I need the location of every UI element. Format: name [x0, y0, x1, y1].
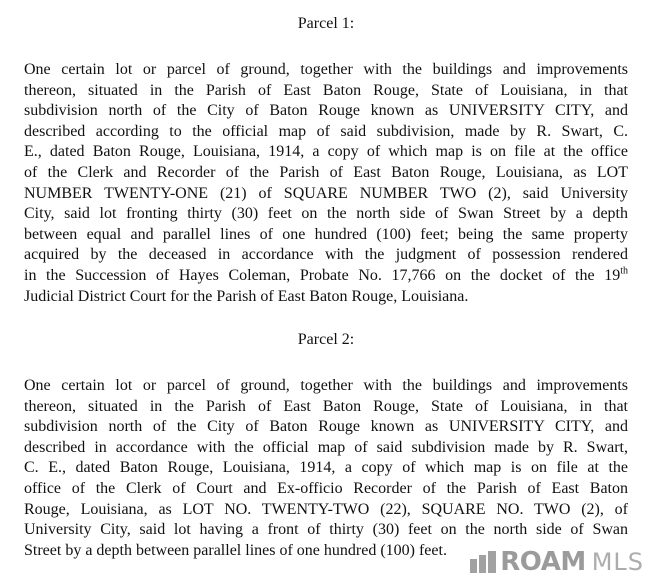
- text-line: University City, said lot having a front of thirty (30) feet on the north side of Swan: [24, 521, 628, 539]
- parcel-1-heading: Parcel 1:: [297, 15, 355, 32]
- watermark-brand: ROAM: [500, 547, 586, 577]
- text-line: described according to the official map of said subdivision, made by R. Swart, C.: [24, 122, 628, 140]
- text-line: subdivision north of the City of Baton Rouge known as UNIVERSITY CITY, and: [24, 102, 628, 120]
- text-line: subdivision north of the City of Baton Rouge known as UNIVERSITY CITY, and: [24, 418, 628, 436]
- ordinal-suffix: th: [620, 265, 628, 277]
- text-line: C. E., dated Baton Rouge, Louisiana, 1914, a copy of which map is on file at the: [24, 459, 628, 477]
- text-line: E., dated Baton Rouge, Louisiana, 1914, a copy of which map is on file at the office: [24, 143, 628, 161]
- parcel-2-description: [24, 376, 628, 561]
- text-line: thereon, situated in the Parish of East Baton Rouge, State of Louisiana, in that: [24, 397, 628, 415]
- roam-logo-icon: [470, 551, 496, 573]
- roam-mls-watermark: [470, 548, 644, 576]
- text-line: Rouge, Louisiana, as LOT NO. TWENTY-TWO (22), SQUARE NO. TWO (2), of: [24, 500, 628, 518]
- text-line-with-ordinal: [24, 266, 628, 287]
- text-line: between equal and parallel lines of one hundred (100) feet; being the same property: [24, 225, 628, 243]
- text-line: described in accordance with the official map of said subdivision made by R. Swart,: [24, 438, 628, 456]
- text-line: NUMBER TWENTY-ONE (21) of SQUARE NUMBER TWO (2), said University: [24, 184, 628, 202]
- text-line: Judicial District Court for the Parish of East Baton Rouge, Louisiana.: [24, 287, 469, 305]
- text-line-main: in the Succession of Hayes Coleman, Probate No. 17,766 on the docket of the 19: [24, 266, 621, 284]
- text-line: One certain lot or parcel of ground, together with the buildings and improvements: [24, 61, 628, 78]
- text-line: One certain lot or parcel of ground, together with the buildings and improvements: [24, 377, 628, 394]
- text-line: of the Clerk and Recorder of the Parish of East Baton Rouge, Louisiana, as LOT: [24, 163, 628, 181]
- text-line: thereon, situated in the Parish of East Baton Rouge, State of Louisiana, in that: [24, 81, 628, 99]
- text-line: Street by a depth between parallel lines of one hundred (100) feet.: [24, 541, 447, 559]
- parcel-2-heading: Parcel 2:: [297, 331, 355, 348]
- parcel-1-description: [24, 60, 628, 307]
- text-line: acquired by the deceased in accordance with the judgment of possession rendered: [24, 246, 628, 264]
- watermark-suffix: MLS: [591, 548, 644, 576]
- text-line: City, said lot fronting thirty (30) feet on the north side of Swan Street by a depth: [24, 205, 628, 223]
- text-line: office of the Clerk of Court and Ex-officio Recorder of the Parish of East Baton: [24, 479, 628, 497]
